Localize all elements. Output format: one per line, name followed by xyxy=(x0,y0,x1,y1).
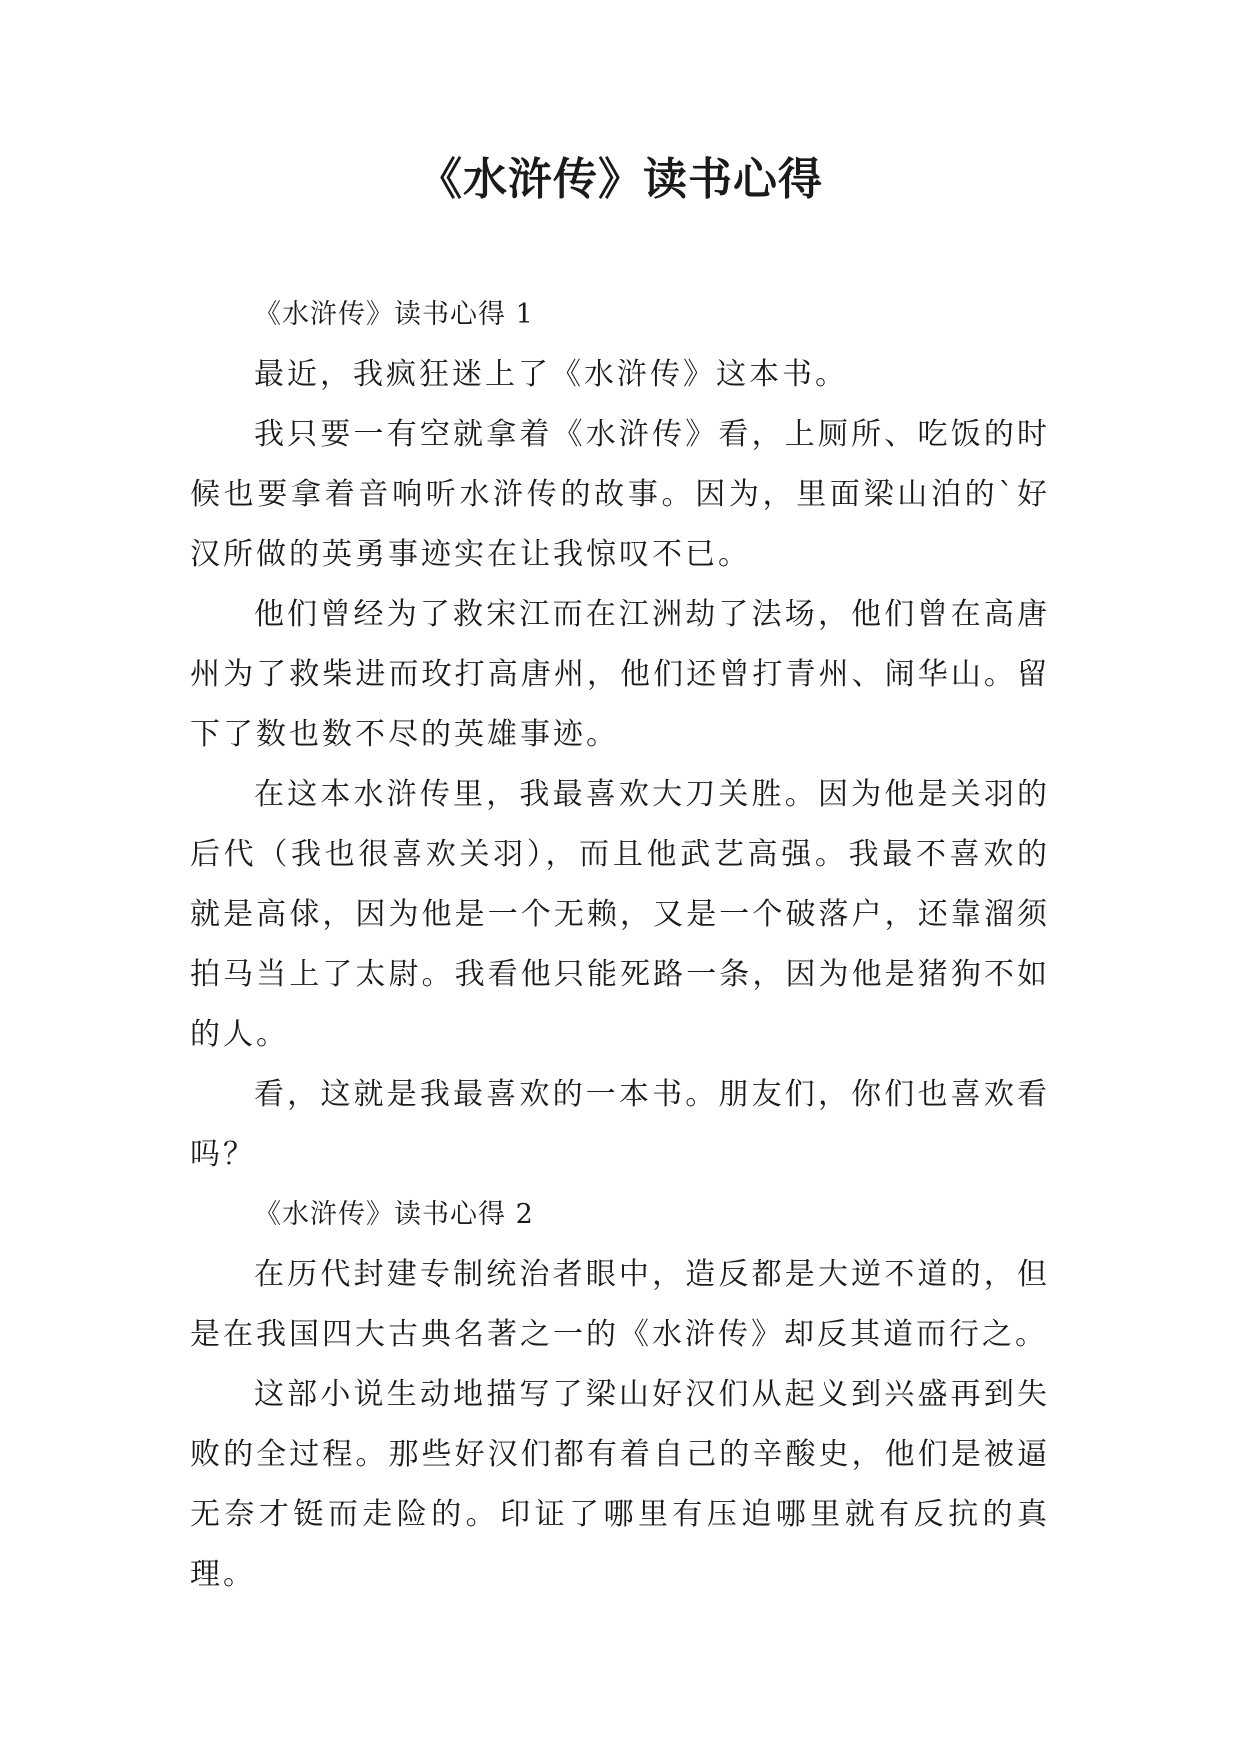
section-heading-2: 《水浒传》读书心得 2 xyxy=(254,1199,534,1230)
paragraph: 他们曾经为了救宋江而在江洲劫了法场，他们曾在高唐州为了救柴进而玫打高唐州，他们还曾打青州、闹华山。留下了数也数不尽的英雄事迹。 xyxy=(190,597,1050,752)
paragraph: 这部小说生动地描写了梁山好汉们从起义到兴盛再到失败的全过程。那些好汉们都有着自己的辛酸史，他们是被逼无奈才铤而走险的。印证了哪里有压迫哪里就有反抗的真理。 xyxy=(190,1377,1050,1592)
document-body xyxy=(190,285,1050,1605)
paragraph: 我只要一有空就拿着《水浒传》看，上厕所、吃饭的时候也要拿着音响听水浒传的故事。因为，里面梁山泊的`好汉所做的英勇事迹实在让我惊叹不已。 xyxy=(190,417,1050,572)
paragraph: 看，这就是我最喜欢的一本书。朋友们，你们也喜欢看吗？ xyxy=(190,1077,1050,1172)
document-title: 《水浒传》读书心得 xyxy=(418,154,823,205)
paragraph: 最近，我疯狂迷上了《水浒传》这本书。 xyxy=(254,357,848,392)
section-heading-1: 《水浒传》读书心得 1 xyxy=(254,299,534,330)
paragraph: 在这本水浒传里，我最喜欢大刀关胜。因为他是关羽的后代（我也很喜欢关羽），而且他武艺高强。我最不喜欢的就是高俅，因为他是一个无赖，又是一个破落户，还靠溜须拍马当上了太尉。我看他只能死路一条，因为他是猪狗不如的人。 xyxy=(190,777,1050,1052)
paragraph: 在历代封建专制统治者眼中，造反都是大逆不道的，但是在我国四大古典名著之一的《水浒传》却反其道而行之。 xyxy=(190,1257,1050,1352)
